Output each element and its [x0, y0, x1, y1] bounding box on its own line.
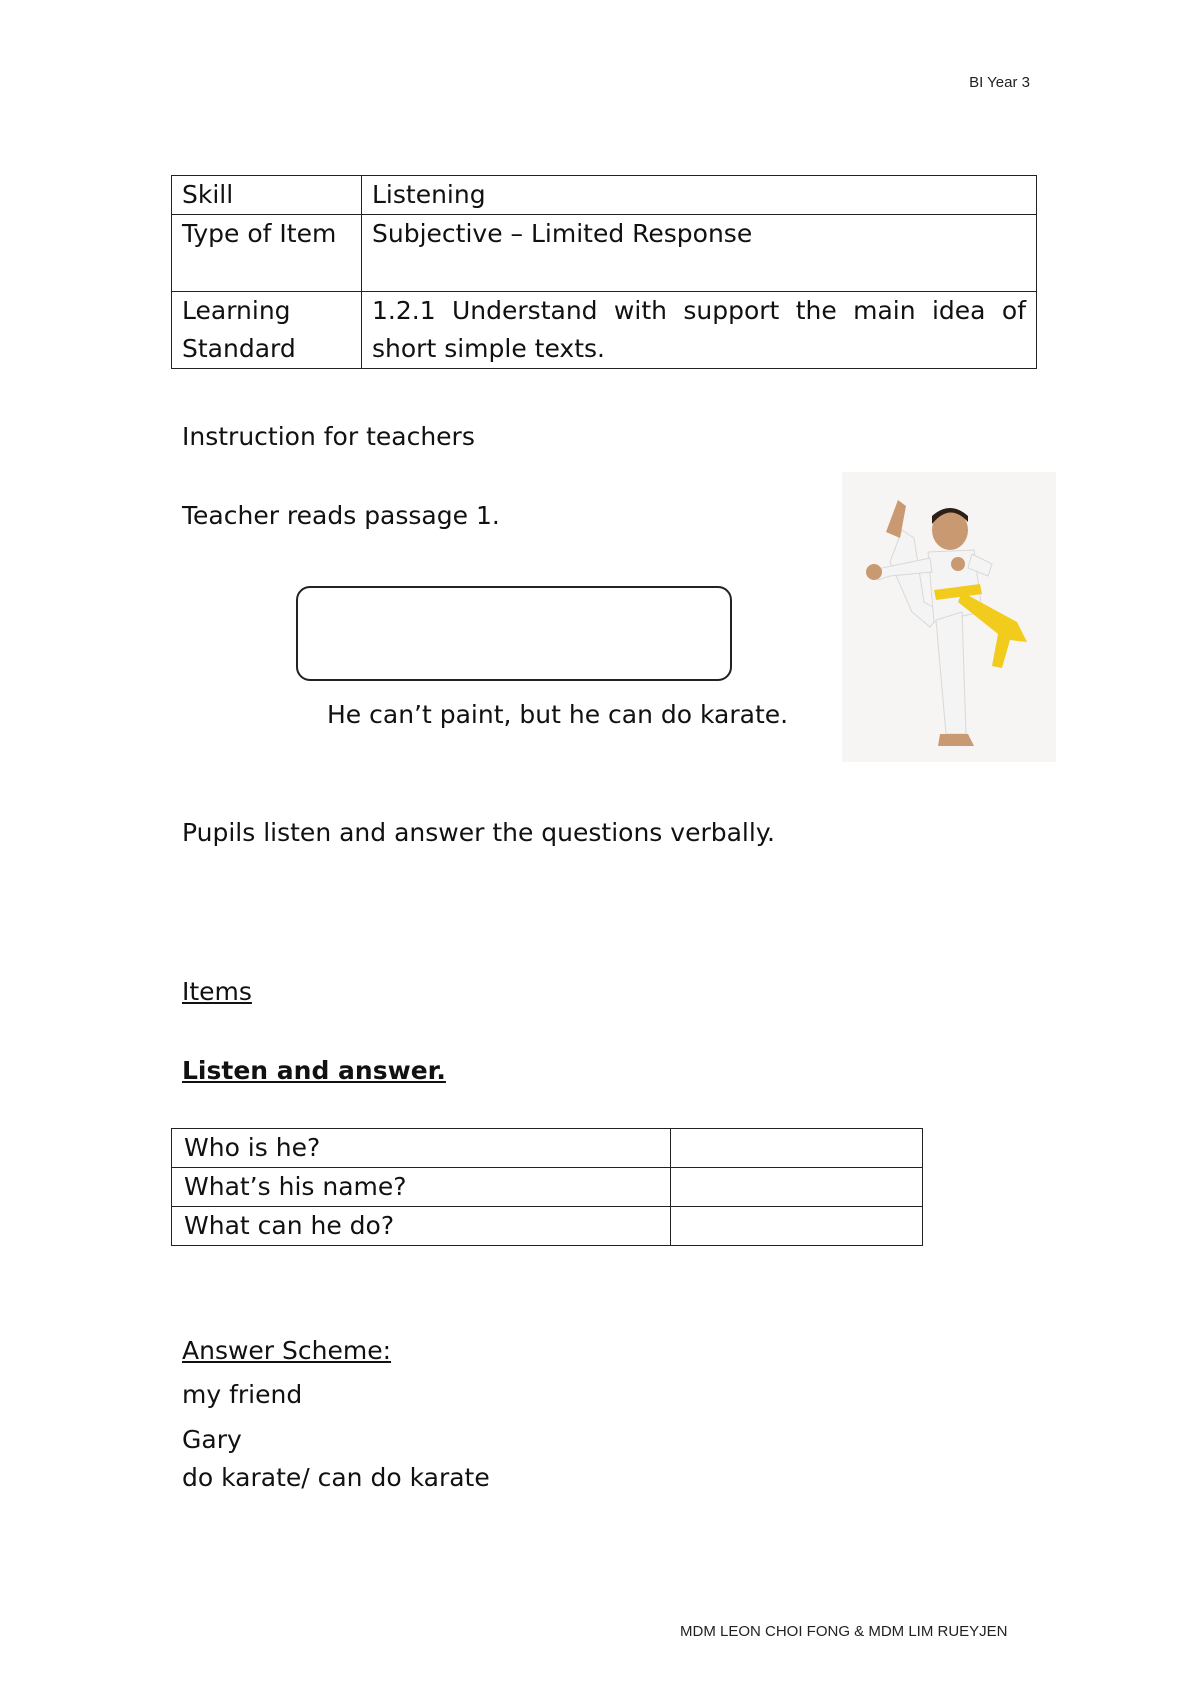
item-spec-table	[171, 175, 1037, 369]
table-row	[172, 176, 1037, 215]
spec-value: 1.2.1 Understand with support the main idea of short simple texts.	[362, 292, 1037, 369]
answer-scheme-heading: Answer Scheme:	[182, 1336, 392, 1365]
answer-cell	[671, 1129, 923, 1168]
table-row	[172, 292, 1037, 369]
answer-cell	[671, 1207, 923, 1246]
instruction-heading: Instruction for teachers	[182, 422, 475, 451]
table-row	[172, 1207, 923, 1246]
karate-boy-illustration	[842, 472, 1056, 762]
answer-line: Gary	[182, 1425, 242, 1454]
question-cell: What’s his name?	[172, 1168, 671, 1207]
teacher-reads-text: Teacher reads passage 1.	[182, 501, 500, 530]
answer-line: do karate/ can do karate	[182, 1463, 490, 1492]
page-header: BI Year 3	[969, 74, 1030, 91]
spec-key: Learning Standard	[172, 292, 362, 369]
answer-cell	[671, 1168, 923, 1207]
question-cell: What can he do?	[172, 1207, 671, 1246]
spec-key: Skill	[172, 176, 362, 215]
table-row	[172, 215, 1037, 292]
table-row	[172, 1129, 923, 1168]
pupils-instruction: Pupils listen and answer the questions verbally.	[182, 818, 775, 847]
spec-value: Subjective – Limited Response	[362, 215, 1037, 292]
table-row	[172, 1168, 923, 1207]
answer-line: my friend	[182, 1380, 303, 1409]
spec-value: Listening	[362, 176, 1037, 215]
question-cell: Who is he?	[172, 1129, 671, 1168]
items-heading: Items	[182, 977, 252, 1006]
karate-boy-photo	[842, 472, 1056, 762]
page-footer: MDM LEON CHOI FONG & MDM LIM RUEYJEN	[680, 1623, 1008, 1640]
passage-blank-box	[296, 586, 732, 681]
spec-key: Type of Item	[172, 215, 362, 292]
passage-caption: He can’t paint, but he can do karate.	[327, 700, 789, 729]
items-subheading: Listen and answer.	[182, 1056, 446, 1085]
questions-table	[171, 1128, 923, 1246]
